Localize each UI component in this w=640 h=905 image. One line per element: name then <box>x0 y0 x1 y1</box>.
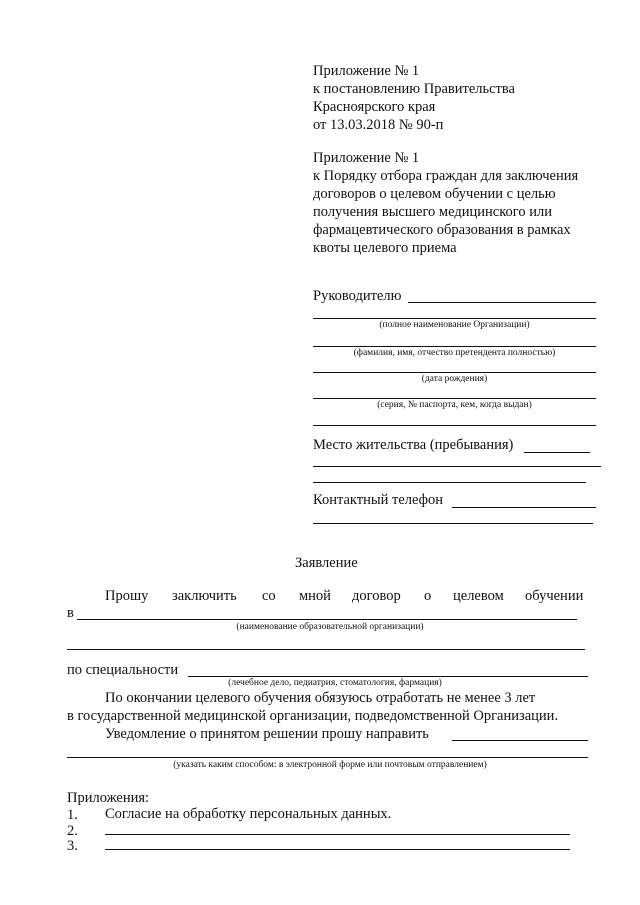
appendix-title: Приложение № 1 <box>313 63 420 79</box>
appendix-line: к постановлению Правительства <box>313 81 515 97</box>
word: о <box>424 588 432 604</box>
birth-date-field[interactable] <box>313 372 596 373</box>
statement-title: Заявление <box>295 555 358 571</box>
word: Прошу <box>105 588 149 604</box>
phone-field[interactable] <box>452 507 596 508</box>
residence-field-2[interactable] <box>313 466 601 467</box>
specialty-field[interactable] <box>188 676 588 677</box>
word: заключить <box>172 588 237 604</box>
notify-field-2[interactable] <box>67 757 588 758</box>
attachment-field[interactable] <box>105 834 570 835</box>
notify-field[interactable] <box>452 740 588 741</box>
head-label: Руководителю <box>313 288 402 304</box>
residence-label: Место жительства (пребывания) <box>313 437 514 453</box>
passport-field-2[interactable] <box>313 425 596 426</box>
appendix-line: получения высшего медицинского или <box>313 204 552 220</box>
specialty-label: по специальности <box>67 662 179 678</box>
word: обучении <box>525 588 584 604</box>
appendix-line: Красноярского края <box>313 99 436 115</box>
attachment-field[interactable] <box>105 849 570 850</box>
caption-passport: (серия, № паспорта, кем, когда выдан) <box>377 400 532 410</box>
caption-edu-org: (наименование образовательной организации) <box>236 622 424 632</box>
edu-org-field[interactable] <box>77 619 577 620</box>
word: договор <box>352 588 401 604</box>
caption-full-name: (фамилия, имя, отчество претендента полностью) <box>353 348 556 358</box>
notify-label: Уведомление о принятом решении прошу направить <box>105 726 429 742</box>
obligation-text: По окончании целевого обучения обязуюсь отработать не менее 3 лет <box>105 690 536 706</box>
appendix-line: договоров о целевом обучении с целью <box>313 186 556 202</box>
appendix-line: от 13.03.2018 № 90-п <box>313 117 444 133</box>
attachments-title: Приложения: <box>67 790 150 806</box>
phone-label: Контактный телефон <box>313 492 444 508</box>
phone-field-2[interactable] <box>313 523 593 524</box>
passport-field[interactable] <box>313 398 596 399</box>
word: мной <box>299 588 331 604</box>
attachment-number: 3. <box>67 838 78 854</box>
attachment-number: 2. <box>67 823 78 839</box>
residence-field[interactable] <box>524 452 590 453</box>
appendix-line: фармацевтического образования в рамках <box>313 222 571 238</box>
word: со <box>262 588 276 604</box>
appendix-line: к Порядку отбора граждан для заключения <box>313 168 579 184</box>
attachment-number: 1. <box>67 807 78 823</box>
appendix-line: квоты целевого приема <box>313 240 457 256</box>
obligation-text: в государственной медицинской организации, подведомственной Организации. <box>67 708 559 724</box>
caption-notify: (указать каким способом: в электронной форме или почтовым отправлением) <box>173 760 487 770</box>
residence-field-3[interactable] <box>313 482 586 483</box>
line-prefix: в <box>67 605 74 621</box>
attachment-text: Согласие на обработку персональных данных. <box>105 806 392 822</box>
caption-org: (полное наименование Организации) <box>379 320 530 330</box>
word: целевом <box>453 588 504 604</box>
org-name-field[interactable] <box>313 318 596 319</box>
full-name-field[interactable] <box>313 346 596 347</box>
caption-specialty: (лечебное дело, педиатрия, стоматология, фармация) <box>228 678 442 688</box>
head-field[interactable] <box>408 302 596 303</box>
caption-birth-date: (дата рождения) <box>421 374 488 384</box>
edu-org-field-2[interactable] <box>67 649 585 650</box>
appendix-title: Приложение № 1 <box>313 150 420 166</box>
